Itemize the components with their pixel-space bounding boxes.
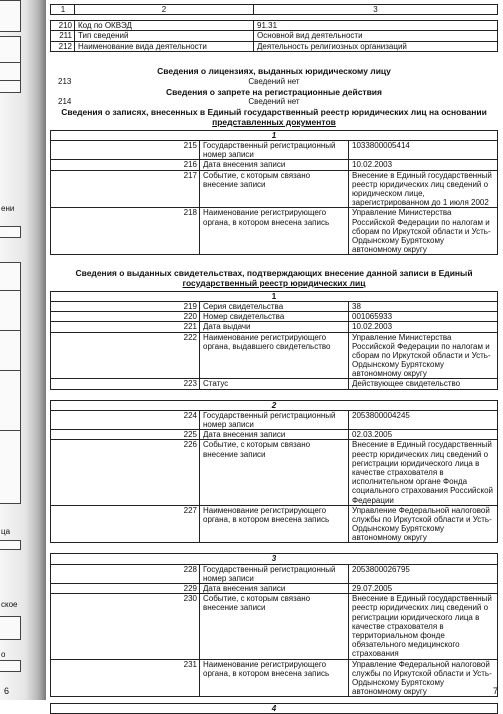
row-label: Государственный регистрационный номер записи	[200, 564, 349, 583]
table-row	[51, 41, 498, 51]
prev-page-box	[0, 0, 21, 32]
page-number: 7	[492, 686, 498, 696]
block-header-row	[51, 554, 498, 564]
table-row	[51, 332, 498, 379]
row-value: 38	[349, 301, 498, 311]
row-number: 224	[51, 410, 200, 429]
prev-page-line	[0, 290, 20, 291]
row-number: 210	[51, 21, 75, 31]
prev-page-box	[0, 262, 21, 504]
prev-page-fragment: о	[1, 650, 6, 659]
row-value: Внесение в Единый государственный реестр юридических лиц сведений о регистрации юридического лица в качестве страхователя в территориальном фонде обязательного медицинского страхования	[349, 594, 498, 659]
row-number: 227	[51, 505, 200, 543]
table-row	[51, 21, 498, 31]
row-label: Код по ОКВЭД	[75, 21, 254, 31]
row-number: 219	[51, 301, 200, 311]
certificates-title: Сведения о выданных свидетельствах, подтверждающих внесение данной записи в Единый	[75, 268, 473, 279]
row-label: Дата внесения записи	[200, 160, 349, 170]
table-row	[51, 141, 498, 160]
row-label: Дата выдачи	[200, 322, 349, 332]
row-value: Управление Министерства Российской Федерации по налогам и сборам по Иркутской области и Усть-Ордынскому Бурятскому автономному округу	[349, 332, 498, 379]
row-label: Серия свидетельства	[200, 301, 349, 311]
prev-page-box	[0, 226, 21, 238]
row-label: Номер свидетельства	[200, 312, 349, 322]
block-header: 4	[51, 704, 498, 714]
prev-page-fragment: ени	[1, 204, 15, 213]
block-header-row	[51, 291, 498, 301]
column-header-row	[51, 5, 498, 15]
record-block-3	[50, 553, 498, 697]
records-title: Сведения о записях, внесенных в Единый государственный реестр юридических лиц на основании	[61, 107, 487, 118]
document-page	[50, 0, 498, 714]
row-label: Событие, с которым связано внесение записи	[200, 440, 349, 505]
row-value: Действующее свидетельство	[349, 379, 498, 389]
row-value: Основной вид деятельности	[254, 31, 498, 41]
prev-page-box	[0, 660, 21, 672]
row-value: 2053800026795	[349, 564, 498, 583]
table-row	[51, 564, 498, 583]
ban-text: Сведений нет	[248, 97, 300, 107]
records-table	[50, 130, 498, 255]
row-value: 10.02.2003	[349, 322, 498, 332]
previous-page-edge	[0, 0, 46, 700]
prev-page-box	[0, 36, 21, 93]
block-header-row	[51, 704, 498, 714]
column-header: 3	[254, 5, 498, 15]
row-number: 230	[51, 594, 200, 659]
block-header: 1	[51, 130, 498, 140]
column-header: 2	[75, 5, 254, 15]
licenses-row	[50, 77, 498, 88]
row-value: Деятельность религиозных организаций	[254, 41, 498, 51]
okved-table	[50, 4, 498, 52]
table-row	[51, 301, 498, 311]
row-number: 220	[51, 312, 200, 322]
row-label: Тип сведений	[75, 31, 254, 41]
row-number: 215	[51, 141, 200, 160]
prev-page-line	[0, 62, 20, 63]
block-header-row	[51, 130, 498, 140]
row-number: 218	[51, 208, 200, 255]
column-header: 1	[51, 5, 75, 15]
record-block-4	[50, 703, 498, 714]
row-label: Наименование регистрирующего органа, в котором внесена запись	[200, 659, 349, 697]
row-number: 212	[51, 41, 75, 51]
block-header: 1	[51, 291, 498, 301]
table-row	[51, 659, 498, 697]
row-label: Наименование регистрирующего органа, в котором внесена запись	[200, 505, 349, 543]
row-value: 29.07.2005	[349, 584, 498, 594]
prev-page-line	[0, 80, 20, 81]
row-number: 228	[51, 564, 200, 583]
row-number: 211	[51, 31, 75, 41]
block-header-row	[51, 400, 498, 410]
table-row	[51, 430, 498, 440]
row-value: Внесение в Единый государственный реестр юридических лиц сведений о регистрации юридического лица в качестве страхователя в исполнительном органе Фонда социального страхования Российской Федерации	[349, 440, 498, 505]
row-label: Дата внесения записи	[200, 584, 349, 594]
prev-page-line	[0, 430, 20, 431]
block-header: 2	[51, 400, 498, 410]
table-row	[51, 322, 498, 332]
table-row	[51, 208, 498, 255]
row-label: Государственный регистрационный номер записи	[200, 410, 349, 429]
table-row	[51, 31, 498, 41]
prev-page-line	[0, 330, 20, 331]
record-block-2	[50, 400, 498, 544]
row-value: 91.31	[254, 21, 498, 31]
row-label: Наименование регистрирующего органа, в котором внесена запись	[200, 208, 349, 255]
row-value: Внесение в Единый государственный реестр юридических лиц сведений о юридическом лице, зарегистрированном до 1 июля 2002	[349, 170, 498, 208]
row-label: Наименование вида деятельности	[75, 41, 254, 51]
records-title-line2: представленных документов	[212, 117, 336, 128]
row-label: Событие, с которым связано внесение записи	[200, 594, 349, 659]
table-row	[51, 410, 498, 429]
prev-page-box	[0, 616, 21, 640]
table-row	[51, 440, 498, 505]
licenses-title: Сведения о лицензиях, выданных юридическому лицу	[157, 65, 391, 76]
ban-title: Сведения о запрете на регистрационные действия	[166, 86, 382, 97]
prev-page-box	[0, 540, 21, 550]
row-number: 221	[51, 322, 200, 332]
row-value: 02.03.2005	[349, 430, 498, 440]
row-label: Дата внесения записи	[200, 430, 349, 440]
prev-page-fragment: ское	[1, 600, 18, 609]
certificates-table	[50, 291, 498, 390]
table-row	[51, 160, 498, 170]
row-label: Статус	[200, 379, 349, 389]
row-number: 213	[58, 76, 72, 86]
table-row	[51, 584, 498, 594]
row-number: 225	[51, 430, 200, 440]
row-number: 217	[51, 170, 200, 208]
prev-page-line	[0, 370, 20, 371]
table-row	[51, 505, 498, 543]
row-value: 001065933	[349, 312, 498, 322]
row-value: Управление Федеральной налоговой службы по Иркутской области и Усть-Ордынскому Бурятскому автономному округу	[349, 505, 498, 543]
row-value: 10.02.2003	[349, 160, 498, 170]
row-label: Государственный регистрационный номер записи	[200, 141, 349, 160]
row-value: 1033800005414	[349, 141, 498, 160]
ban-row	[50, 97, 498, 108]
row-number: 223	[51, 379, 200, 389]
row-number: 216	[51, 160, 200, 170]
table-row	[51, 594, 498, 659]
row-number: 214	[58, 97, 72, 107]
certificates-title-line2: государственный реестр юридических лиц	[182, 278, 366, 289]
row-number: 229	[51, 584, 200, 594]
row-number: 222	[51, 332, 200, 379]
row-value: 2053800004245	[349, 410, 498, 429]
prev-page-fragment: ца	[1, 527, 11, 536]
row-number: 231	[51, 659, 200, 697]
table-row	[51, 170, 498, 208]
table-row	[51, 379, 498, 389]
prev-page-number: 6	[4, 686, 10, 696]
row-label: Наименование регистрирующего органа, выдавшего свидетельство	[200, 332, 349, 379]
row-value: Управление Министерства Российской Федерации по налогам и сборам по Иркутской области и Усть-Ордынскому Бурятскому автономному округу	[349, 208, 498, 255]
licenses-text: Сведений нет	[248, 76, 300, 86]
block-header: 3	[51, 554, 498, 564]
row-number: 226	[51, 440, 200, 505]
row-value: Управление Федеральной налоговой службы по Иркутской области и Усть-Ордынскому Бурятскому автономному округу	[349, 659, 498, 697]
row-label: Событие, с которым связано внесение записи	[200, 170, 349, 208]
table-row	[51, 312, 498, 322]
